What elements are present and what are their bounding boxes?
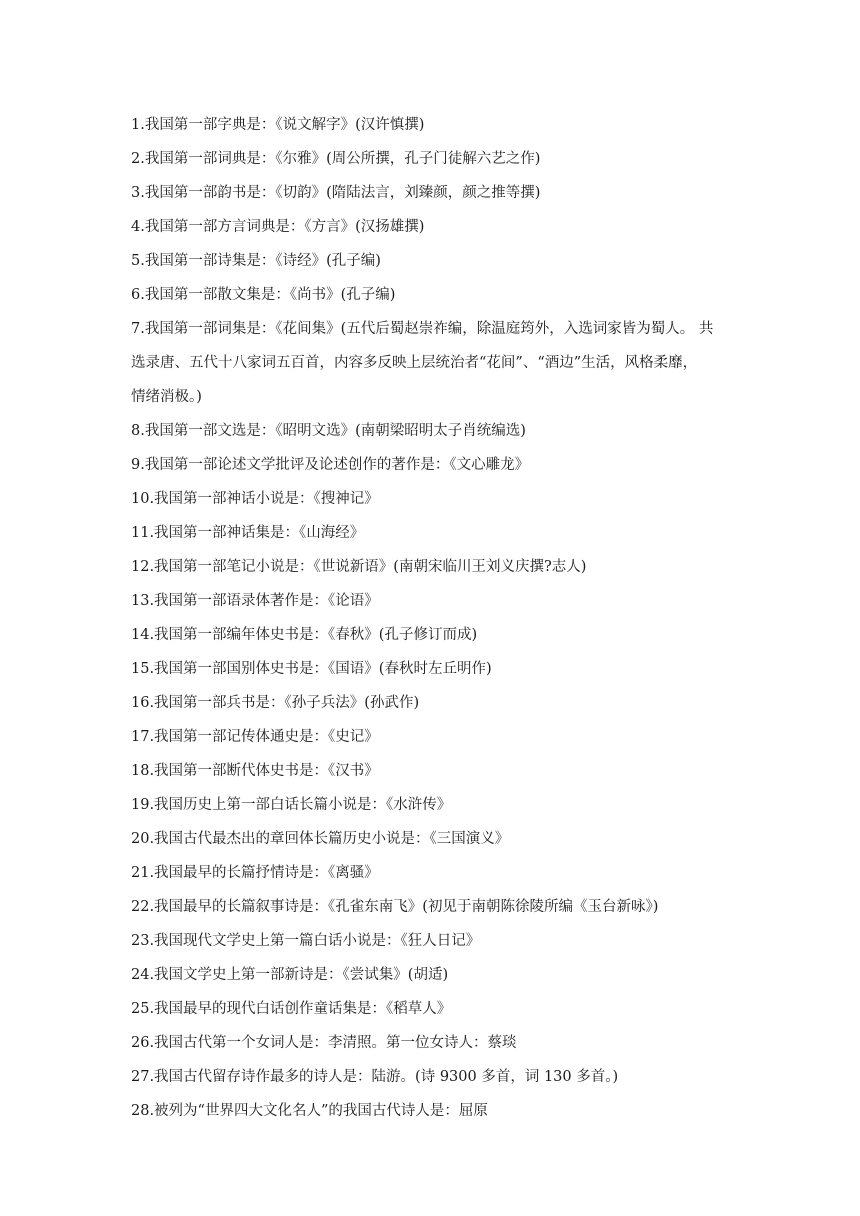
list-item bbox=[131, 1026, 741, 1060]
list-item bbox=[131, 1060, 741, 1094]
list-item bbox=[131, 992, 741, 1026]
list-item bbox=[131, 448, 741, 482]
list-item bbox=[131, 516, 741, 550]
list-item bbox=[131, 924, 741, 958]
list-item-text: 22.我国最早的长篇叙事诗是：《孔雀东南飞》(初见于南朝陈徐陵所编《玉台新咏》) bbox=[131, 899, 659, 915]
list-item bbox=[131, 686, 741, 720]
literature-firsts-list bbox=[131, 108, 741, 1128]
list-item-text: 10.我国第一部神话小说是：《搜神记》 bbox=[131, 491, 379, 507]
list-item-text: 6.我国第一部散文集是：《尚书》(孔子编) bbox=[131, 287, 396, 303]
list-item-text: 23.我国现代文学史上第一篇白话小说是：《狂人日记》 bbox=[131, 933, 481, 949]
list-item-text: 26.我国古代第一个女词人是：李清照。第一位女诗人：蔡琰 bbox=[131, 1035, 517, 1051]
list-item-text: 12.我国第一部笔记小说是：《世说新语》(南朝宋临川王刘义庆撰?志人) bbox=[131, 559, 587, 575]
list-item-text: 5.我国第一部诗集是：《诗经》(孔子编) bbox=[131, 253, 381, 269]
list-item bbox=[131, 550, 741, 584]
list-item-text: 3.我国第一部韵书是：《切韵》(隋陆法言，刘臻颜，颜之推等撰) bbox=[131, 185, 541, 201]
list-item bbox=[131, 312, 741, 414]
list-item-text: 18.我国第一部断代体史书是：《汉书》 bbox=[131, 763, 379, 779]
list-item bbox=[131, 244, 741, 278]
list-item-text: 4.我国第一部方言词典是：《方言》(汉扬雄撰) bbox=[131, 219, 425, 235]
list-item bbox=[131, 142, 741, 176]
list-item-text: 2.我国第一部词典是：《尔雅》(周公所撰，孔子门徒解六艺之作) bbox=[131, 151, 541, 167]
list-item-text: 24.我国文学史上第一部新诗是：《尝试集》(胡适) bbox=[131, 967, 449, 983]
list-item bbox=[131, 754, 741, 788]
list-item bbox=[131, 482, 741, 516]
list-item bbox=[131, 890, 741, 924]
list-item bbox=[131, 958, 741, 992]
list-item-text: 20.我国古代最杰出的章回体长篇历史小说是：《三国演义》 bbox=[131, 831, 510, 847]
list-item bbox=[131, 856, 741, 890]
list-item bbox=[131, 414, 741, 448]
list-item bbox=[131, 584, 741, 618]
list-item-text: 16.我国第一部兵书是：《孙子兵法》(孙武作) bbox=[131, 695, 420, 711]
list-item bbox=[131, 278, 741, 312]
list-item-text: 17.我国第一部记传体通史是：《史记》 bbox=[131, 729, 379, 745]
list-item-text: 14.我国第一部编年体史书是：《春秋》(孔子修订而成) bbox=[131, 627, 478, 643]
list-item-text: 1.我国第一部字典是：《说文解字》(汉许慎撰) bbox=[131, 117, 425, 133]
list-item-text: 情绪消极。) bbox=[131, 389, 202, 405]
list-item bbox=[131, 720, 741, 754]
list-item-text: 21.我国最早的长篇抒情诗是：《离骚》 bbox=[131, 865, 379, 881]
list-item-text: 9.我国第一部论述文学批评及论述创作的著作是：《文心雕龙》 bbox=[131, 457, 530, 473]
list-item-text: 8.我国第一部文选是：《昭明文选》(南朝梁昭明太子肖统编选) bbox=[131, 423, 526, 439]
list-item bbox=[131, 176, 741, 210]
list-item bbox=[131, 210, 741, 244]
list-item-text: 27.我国古代留存诗作最多的诗人是：陆游。(诗 9300 多首，词 130 多首。) bbox=[131, 1069, 619, 1085]
list-item-text: 15.我国第一部国别体史书是：《国语》(春秋时左丘明作) bbox=[131, 661, 492, 677]
list-item-text: 选录唐、五代十八家词五百首，内容多反映上层统治者“花间”、“酒边”生活，风格柔靡， bbox=[131, 355, 698, 371]
list-item bbox=[131, 618, 741, 652]
list-item-text: 13.我国第一部语录体著作是：《论语》 bbox=[131, 593, 379, 609]
list-item-text: 19.我国历史上第一部白话长篇小说是：《水浒传》 bbox=[131, 797, 452, 813]
list-item bbox=[131, 108, 741, 142]
list-item-text: 25.我国最早的现代白话创作童话集是：《稻草人》 bbox=[131, 1001, 452, 1017]
list-item bbox=[131, 822, 741, 856]
list-item-text: 28.被列为“世界四大文化名人”的我国古代诗人是：屈原 bbox=[131, 1103, 488, 1119]
list-item-text: 7.我国第一部词集是：《花间集》(五代后蜀赵崇祚编，除温庭筠外，入选词家皆为蜀人。 共 bbox=[131, 321, 714, 337]
list-item bbox=[131, 652, 741, 686]
list-item bbox=[131, 788, 741, 822]
list-item bbox=[131, 1094, 741, 1128]
list-item-text: 11.我国第一部神话集是：《山海经》 bbox=[131, 525, 365, 541]
